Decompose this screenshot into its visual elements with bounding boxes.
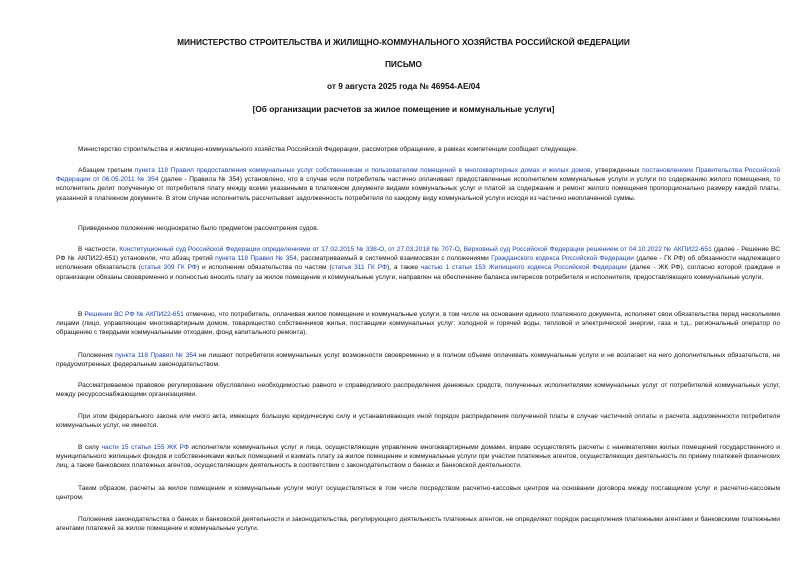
legal-reference-link[interactable]: пункта 118 Правил № 354 — [115, 352, 197, 359]
paragraph-text: ), а также — [387, 264, 421, 272]
paragraph — [56, 484, 780, 502]
legal-reference-link[interactable]: Верховный суд Российской Федерации решением от 04.10.2022 № АКПИ22-651 — [463, 246, 712, 253]
paragraph — [56, 412, 780, 430]
paragraph-text: (далее - ГК РФ) об обязанности надлежащего исполнения обязательств ( — [56, 255, 780, 272]
paragraph-text: В силу — [78, 444, 102, 451]
paragraph-text: , утвержденных — [590, 167, 643, 174]
paragraph — [56, 515, 780, 533]
paragraph — [56, 145, 780, 154]
paragraph-text: Приведенное положение неоднократно было предметом рассмотрения судов. — [78, 225, 319, 232]
paragraph-text: (далее - Решение ВС РФ № АКПИ22-651) установили, что абзац третий — [56, 246, 780, 263]
legal-reference-link[interactable]: Решении ВС РФ № АКПИ22-651 — [84, 311, 184, 318]
paragraph — [56, 351, 780, 369]
paragraph-text: Таким образом, расчеты за жилое помещение и коммунальные услуги могут осуществляться в том числе посредством расчетно-кассовых центров на основании договора между поставщиком услуг и расчетно-кассовым центром. — [56, 485, 780, 502]
paragraph-text: исполнители коммунальных услуг и лица, осуществляющие управление многоквартирными домами, вправе осуществлять расчеты с нанимателями жилых помещений государственного и муниципального жилищных фондов и собственниками жилых помещений и взимать плату за жилое помещение и коммунальные услуги при участии платежных агентов, осуществляющих деятельность по приему платежей физических лиц, а также банковских платежных агентов, осуществляющих деятельность в соответствии с законодательством о банках и банковской деятельности. — [56, 444, 780, 470]
paragraph-text: В — [78, 311, 85, 318]
legal-reference-link[interactable]: статья 309 ГК РФ — [140, 264, 197, 272]
legal-reference-link[interactable]: пункта 118 Правил № 354 — [215, 255, 297, 263]
paragraph-text: При этом федерального закона или иного акта, имеющих большую юридическую силу и устанавливающих иной порядок распределения полученной платы в случае частичной оплаты и расчета задолженности потребителя коммунальных услуг, не имеется. — [56, 413, 780, 430]
paragraph-text: (далее - Правила № 354) установлено, что в случае если потребитель частично оплачивает предоставленные исполнителем коммунальные услуги и услуги по содержанию жилого помещения, то исполнитель делит полученную от потребителя плату между всеми указанными в платежном документе видами коммунальных услуг и платой за содержание и ремонт жилого помещения пропорционально размеру каждой платы, указанной в платежном документе. В этом случае исполнитель рассчитывает задолженность потребителя по каждому виду коммунальной услуги исходя из частично неоплаченной суммы. — [56, 176, 780, 202]
legal-reference-link[interactable]: постановлением Правительства Российской Федерации от 06.05.2011 № 354 — [56, 167, 781, 184]
paragraph-text: ) и исполнении обязательства по частям ( — [196, 264, 332, 272]
legal-reference-link[interactable]: части 15 статьи 155 ЖК РФ — [101, 444, 189, 451]
paragraph-text: , — [384, 246, 389, 253]
paragraph — [56, 381, 780, 399]
doc-date-number: от 9 августа 2025 года № 46954-АЕ/04 — [326, 81, 481, 91]
legal-reference-link[interactable]: Конституционный суд Российской Федерации определениями от 17.02.2015 № 338-О — [119, 246, 385, 253]
paragraph — [56, 443, 780, 471]
legal-reference-link[interactable]: частью 1 статьи 153 Жилищного кодекса Российской Федерации — [420, 264, 627, 272]
legal-reference-link[interactable]: от 27.03.2018 № 707-О — [388, 246, 460, 253]
paragraph — [56, 310, 780, 338]
doc-type: ПИСЬМО — [384, 59, 423, 69]
paragraph — [56, 224, 780, 233]
paragraph — [56, 166, 780, 203]
paragraph — [56, 245, 780, 282]
ministry-title: МИНИСТЕРСТВО СТРОИТЕЛЬСТВА И ЖИЛИЩНО-КОММУНАЛЬНОГО ХОЗЯЙСТВА РОССИЙСКОЙ ФЕДЕРАЦИИ — [177, 37, 630, 47]
legal-reference-link[interactable]: пункта 118 Правил предоставления коммунальных услуг собственникам и пользователям помещений в многоквартирных домах и жилых домов — [134, 167, 591, 174]
legal-reference-link[interactable]: статья 311 ГК РФ — [331, 264, 388, 272]
paragraph-text: не лишают потребителя коммунальных услуг возможности своевременно и в полном объеме оплачивать коммунальные услуги и не возлагает на него дополнительных обязательств, не предусмотренных федеральным законодательством. — [56, 352, 780, 369]
paragraph-text: В частности, — [78, 246, 120, 253]
paragraph-text: Положения законодательства о банках и банковской деятельности и законодательства, регулирующего деятельность платежных агентов, не определяют порядок расщепления платежными агентами и банковскими платежными агентами платежей за жилое помещение и коммунальные услуги. — [56, 516, 780, 533]
paragraph-text: Положения — [78, 352, 116, 359]
paragraph-text: отмечено, что потребитель, оплачивая жилое помещение и коммунальные услуги, в том числе на основании единого платежного документа, исполняет свои обязательства перед несколькими лицами (лицо, управляющее многоквартирным домом, товарищество собственников жилья, поставщики коммунальных услуг: холодной и горячей воды, тепловой и электрической энергии, газа и т.д., региональный оператор по обращению с твердыми коммунальными отходами, фонд капитального ремонта). — [56, 311, 781, 337]
paragraph-text: Абзацем третьим — [78, 167, 135, 174]
doc-subject: [Об организации расчетов за жилое помещение и коммунальные услуги] — [252, 104, 555, 114]
paragraph-text: Рассматриваемое правовое регулирование обусловлено необходимостью равного и справедливого распределения денежных средств, полученных исполнителями коммунальных услуг от потребителей коммунальных услуг, между ресурсоснабжающими организациями. — [56, 382, 780, 399]
paragraph-text: (далее - ЖК РФ), согласно которой граждане и организации обязаны своевременно и полностью вносить плату за жилое помещение и коммунальные услуги, направлен на обеспечение баланса интересов потребителя и исполнителя, предоставляющего коммунальные услуги. — [56, 264, 780, 281]
paragraph-text: , — [459, 246, 464, 253]
paragraph-text: , рассматриваемый в системной взаимосвязи с положениями — [296, 255, 492, 263]
paragraph-text: Министерство строительства и жилищно-коммунального хозяйства Российской Федерации, рассмотрев обращение, в рамках компетенции сообщает следующее. — [78, 146, 578, 153]
legal-reference-link[interactable]: Гражданского кодекса Российской Федерации — [491, 255, 634, 263]
